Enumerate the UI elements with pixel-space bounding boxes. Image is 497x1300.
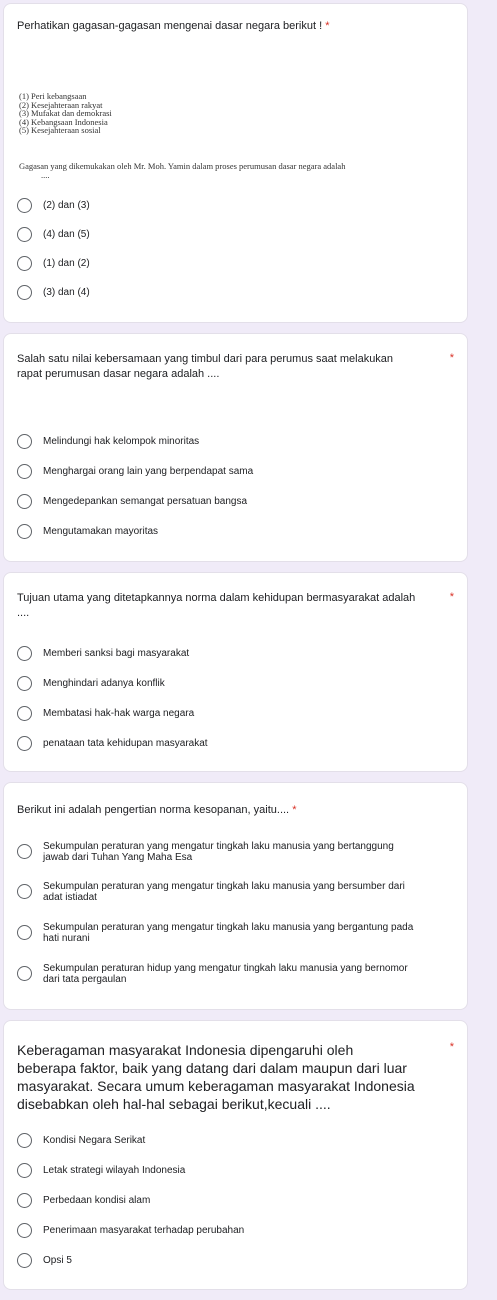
radio-button[interactable] [17, 1133, 32, 1148]
option-radio[interactable] [17, 464, 447, 479]
question-title [17, 591, 447, 621]
list-item: (2) Kesejahteraan rakyat [19, 99, 103, 110]
option-radio[interactable] [17, 961, 447, 985]
question-title-line: Tujuan utama yang ditetapkannya norma dalam kehidupan bermasyarakat adalah [17, 592, 416, 604]
option-radio[interactable] [17, 736, 447, 751]
option-label: (1) dan (2) [43, 258, 90, 269]
question-title-line: Salah satu nilai kebersamaan yang timbul dari para perumus saat melakukan [17, 353, 394, 365]
radio-button[interactable] [17, 494, 32, 509]
option-radio[interactable] [17, 1193, 447, 1208]
radio-button[interactable] [17, 285, 32, 300]
option-label-line: Sekumpulan peraturan hidup yang mengatur tingkah laku manusia yang bernomor [43, 963, 408, 974]
question-title-line: masyarakat. Secara umum keberagaman masyarakat Indonesia [17, 1078, 415, 1094]
question-title: Berikut ini adalah pengertian norma kesopanan, yaitu.... * [17, 804, 297, 816]
option-label [43, 839, 394, 863]
option-radio[interactable] [17, 256, 447, 271]
question-card-5 [3, 1020, 468, 1290]
option-radio[interactable] [17, 676, 447, 691]
list-item: (3) Mufakat dan demokrasi [19, 108, 112, 118]
list-item: (1) Peri kebangsaan [19, 91, 87, 101]
required-marker: * [449, 352, 454, 364]
question-card-4 [3, 782, 468, 1010]
option-label: Menghargai orang lain yang berpendapat sama [43, 466, 254, 477]
option-radio[interactable] [17, 920, 447, 944]
question-title-line: beberapa faktor, baik yang datang dari dalam maupun dari luar [17, 1060, 407, 1076]
question-text-line: .... [41, 170, 50, 180]
radio-button[interactable] [17, 524, 32, 539]
option-radio[interactable] [17, 1163, 447, 1178]
radio-button[interactable] [17, 706, 32, 721]
radio-button[interactable] [17, 227, 32, 242]
question-card-2 [3, 333, 468, 562]
required-marker: * [449, 1041, 454, 1053]
question-title-line: rapat perumusan dasar negara adalah .... [17, 368, 220, 380]
question-title-line: disebabkan oleh hal-hal sebagai berikut,kecuali .... [17, 1096, 331, 1112]
radio-button[interactable] [17, 198, 32, 213]
option-label: Melindungi hak kelompok minoritas [43, 436, 200, 447]
radio-button[interactable] [17, 1223, 32, 1238]
question-title-line: Keberagaman masyarakat Indonesia dipengaruhi oleh [17, 1042, 354, 1058]
option-radio[interactable] [17, 1223, 447, 1238]
option-label: Menghindari adanya konflik [43, 678, 165, 689]
list-item: (4) Kebangsaan Indonesia [19, 116, 108, 127]
radio-button[interactable] [17, 1253, 32, 1268]
radio-button[interactable] [17, 464, 32, 479]
question-card-1 [3, 3, 468, 323]
option-label-line: Sekumpulan peraturan yang mengatur tingkah laku manusia yang bergantung pada [43, 922, 414, 933]
option-label-line: Sekumpulan peraturan yang mengatur tingkah laku manusia yang bertanggung [43, 841, 394, 852]
radio-button[interactable] [17, 844, 32, 859]
radio-button[interactable] [17, 884, 32, 899]
option-radio[interactable] [17, 285, 447, 300]
radio-button[interactable] [17, 966, 32, 981]
option-label-line: hati nurani [43, 933, 90, 944]
option-label: penataan tata kehidupan masyarakat [43, 738, 208, 749]
option-label: Memberi sanksi bagi masyarakat [43, 648, 190, 659]
option-radio[interactable] [17, 494, 447, 509]
option-label-line: jawab dari Tuhan Yang Maha Esa [43, 852, 193, 863]
question-card-3 [3, 572, 468, 772]
radio-button[interactable] [17, 256, 32, 271]
option-radio[interactable] [17, 706, 447, 721]
option-label [43, 961, 408, 985]
option-radio[interactable] [17, 1253, 447, 1268]
option-radio[interactable] [17, 839, 447, 863]
question-title [17, 1041, 447, 1113]
option-label-line: Sekumpulan peraturan yang mengatur tingkah laku manusia yang bersumber dari [43, 881, 405, 892]
option-label [43, 920, 413, 944]
option-label: Opsi 5 [43, 1255, 72, 1266]
radio-button[interactable] [17, 676, 32, 691]
option-label: Letak strategi wilayah Indonesia [43, 1165, 186, 1176]
required-marker: * [325, 20, 330, 32]
option-radio[interactable] [17, 434, 447, 449]
option-radio[interactable] [17, 1133, 447, 1148]
required-marker: * [292, 804, 297, 816]
question-text-line: Gagasan yang dikemukakan oleh Mr. Moh. Yamin dalam proses perumusan dasar negara adalah [19, 161, 346, 171]
radio-button[interactable] [17, 1193, 32, 1208]
radio-button[interactable] [17, 1163, 32, 1178]
question-title-line: .... [17, 607, 30, 619]
option-label-line: dari tata pergaulan [43, 974, 127, 985]
radio-button[interactable] [17, 434, 32, 449]
option-label: Perbedaan kondisi alam [43, 1195, 151, 1206]
radio-button[interactable] [17, 736, 32, 751]
radio-button[interactable] [17, 925, 32, 940]
question-image-list [19, 92, 112, 135]
option-label: Penerimaan masyarakat terhadap perubahan [43, 1225, 245, 1236]
question-image-text [19, 161, 437, 178]
question-title: Perhatikan gagasan-gagasan mengenai dasar negara berikut ! * [17, 20, 330, 32]
radio-button[interactable] [17, 646, 32, 661]
question-title [17, 352, 447, 382]
option-radio[interactable] [17, 646, 447, 661]
option-label: Membatasi hak-hak warga negara [43, 708, 195, 719]
option-label: (3) dan (4) [43, 287, 90, 298]
option-label: Kondisi Negara Serikat [43, 1135, 146, 1146]
option-radio[interactable] [17, 198, 447, 213]
list-item: (5) Kesejahteraan sosial [19, 125, 101, 135]
option-label-line: adat istiadat [43, 892, 97, 903]
required-marker: * [449, 591, 454, 603]
option-radio[interactable] [17, 524, 447, 539]
option-label [43, 879, 405, 903]
option-radio[interactable] [17, 227, 447, 242]
option-label: (4) dan (5) [43, 229, 90, 240]
option-label: (2) dan (3) [43, 200, 90, 211]
option-radio[interactable] [17, 879, 447, 903]
option-label: Mengedepankan semangat persatuan bangsa [43, 496, 248, 507]
option-label: Mengutamakan mayoritas [43, 526, 159, 537]
